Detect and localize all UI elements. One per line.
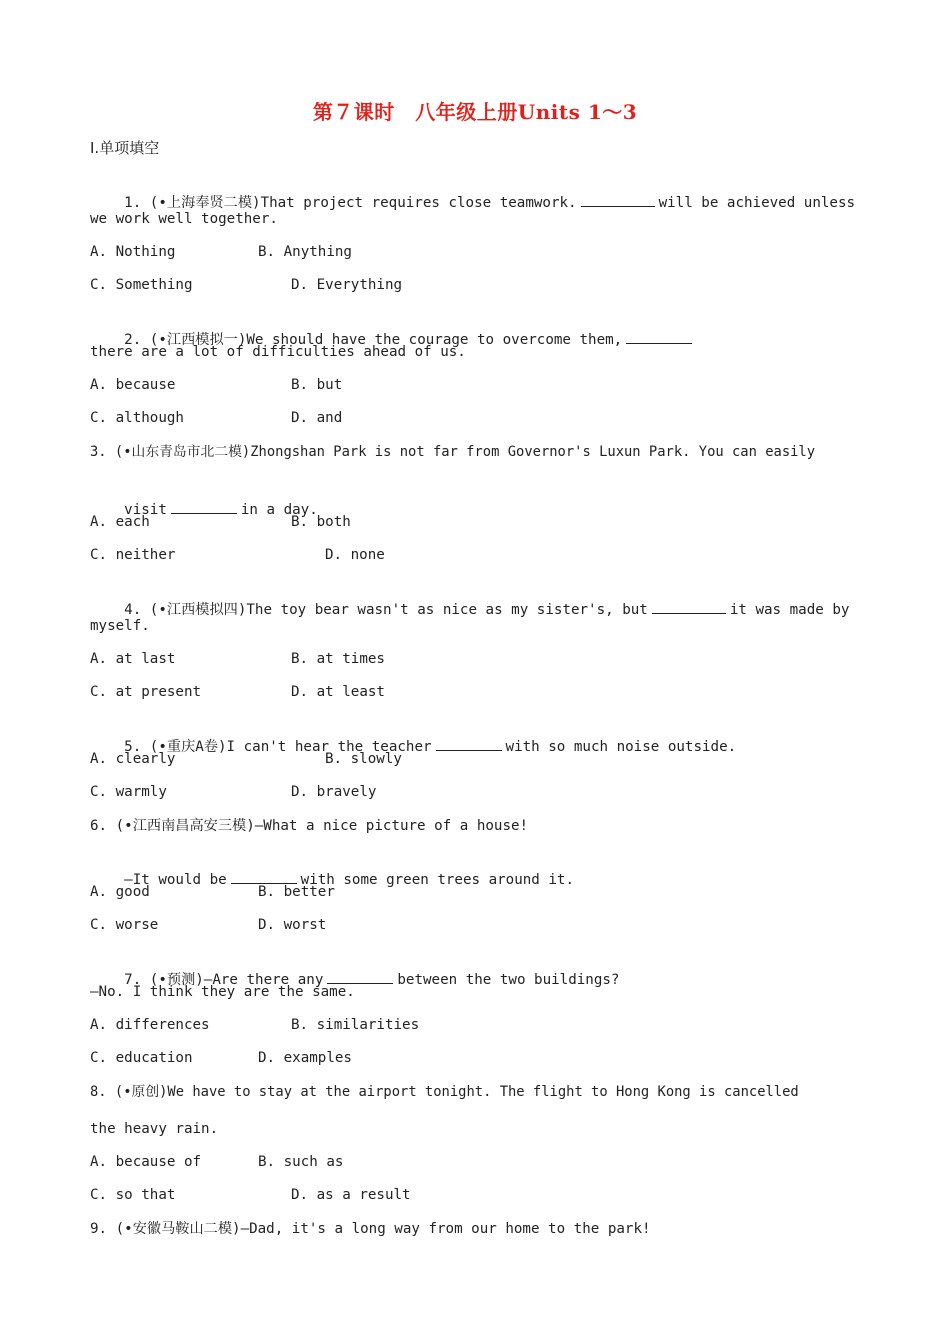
question-1-line-2: we work well together. [90, 211, 278, 227]
option-c: C. neither [90, 547, 176, 563]
option-a: A. differences [90, 1017, 210, 1033]
option-b: B. at times [291, 651, 385, 667]
option-c: C. so that [90, 1187, 176, 1203]
option-c: C. Something [90, 277, 193, 293]
option-d: D. none [325, 547, 385, 563]
option-d: D. examples [258, 1050, 352, 1066]
option-b: B. Anything [258, 244, 352, 260]
question-5 [90, 716, 736, 777]
question-6: 6. (•江西南昌高安三模)—What a nice picture of a house! [90, 818, 529, 834]
question-4 [90, 579, 849, 640]
question-1-text-cont: will be achieved unless [658, 195, 856, 211]
option-a: A. because of [90, 1154, 202, 1170]
question-8-line-2: the heavy rain. [90, 1121, 219, 1137]
question-4-text-cont: it was made by [729, 602, 850, 618]
question-5-text: 5. (•重庆A卷)I can't hear the teacher [124, 739, 432, 755]
question-6-text: —It would be [124, 872, 227, 888]
question-7-text: 7. (•预测)—Are there any [124, 972, 324, 988]
option-d: D. worst [258, 917, 327, 933]
option-b: B. but [291, 377, 343, 393]
option-d: D. Everything [291, 277, 403, 293]
question-1-text: 1. (•上海奉贤二模)That project requires close teamwork. [124, 195, 577, 211]
question-4-line-2: myself. [90, 618, 150, 634]
option-b: B. better [258, 884, 335, 900]
question-4-text: 4. (•江西模拟四)The toy bear wasn't as nice as my sister's, but [124, 602, 648, 618]
answer-blank [626, 329, 692, 344]
option-a: A. good [90, 884, 150, 900]
option-a: A. at last [90, 651, 176, 667]
option-a: A. each [90, 514, 150, 530]
question-5-text-cont: with so much noise outside. [505, 739, 737, 755]
option-a: A. Nothing [90, 244, 176, 260]
question-2-text: 2. (•江西模拟一)We should have the courage to overcome them, [124, 332, 623, 348]
question-9: 9. (•安徽马鞍山二模)—Dad, it's a long way from our home to the park! [90, 1221, 651, 1237]
question-7-text-cont: between the two buildings? [397, 972, 620, 988]
page-title: 第７课时 八年级上册Units 1～3 [312, 100, 638, 124]
option-d: D. bravely [291, 784, 377, 800]
question-3: 3. (•山东青岛市北二模)Zhongshan Park is not far from Governor's Luxun Park. You can easily [90, 444, 816, 460]
answer-blank [171, 499, 237, 514]
option-b: B. slowly [325, 751, 402, 767]
option-b: B. similarities [291, 1017, 420, 1033]
option-a: A. clearly [90, 751, 176, 767]
option-c: C. education [90, 1050, 193, 1066]
option-c: C. at present [90, 684, 202, 700]
question-7-line-2: —No. I think they are the same. [90, 984, 355, 1000]
answer-blank [436, 736, 502, 751]
question-3-text-cont: in a day. [240, 502, 318, 518]
option-c: C. worse [90, 917, 159, 933]
question-2-line-2: there are a lot of difficulties ahead of us. [90, 344, 466, 360]
option-c: C. warmly [90, 784, 167, 800]
option-b: B. such as [258, 1154, 344, 1170]
question-3-text: visit [124, 502, 167, 518]
question-8: 8. (•原创)We have to stay at the airport tonight. The flight to Hong Kong is cancelled [90, 1084, 799, 1100]
option-c: C. although [90, 410, 184, 426]
option-d: D. at least [291, 684, 385, 700]
option-a: A. because [90, 377, 176, 393]
section-heading: Ⅰ.单项填空 [90, 139, 160, 157]
answer-blank [652, 599, 726, 614]
option-d: D. and [291, 410, 343, 426]
question-6-text-cont: with some green trees around it. [300, 872, 575, 888]
option-d: D. as a result [291, 1187, 411, 1203]
option-b: B. both [291, 514, 351, 530]
answer-blank [581, 192, 655, 207]
